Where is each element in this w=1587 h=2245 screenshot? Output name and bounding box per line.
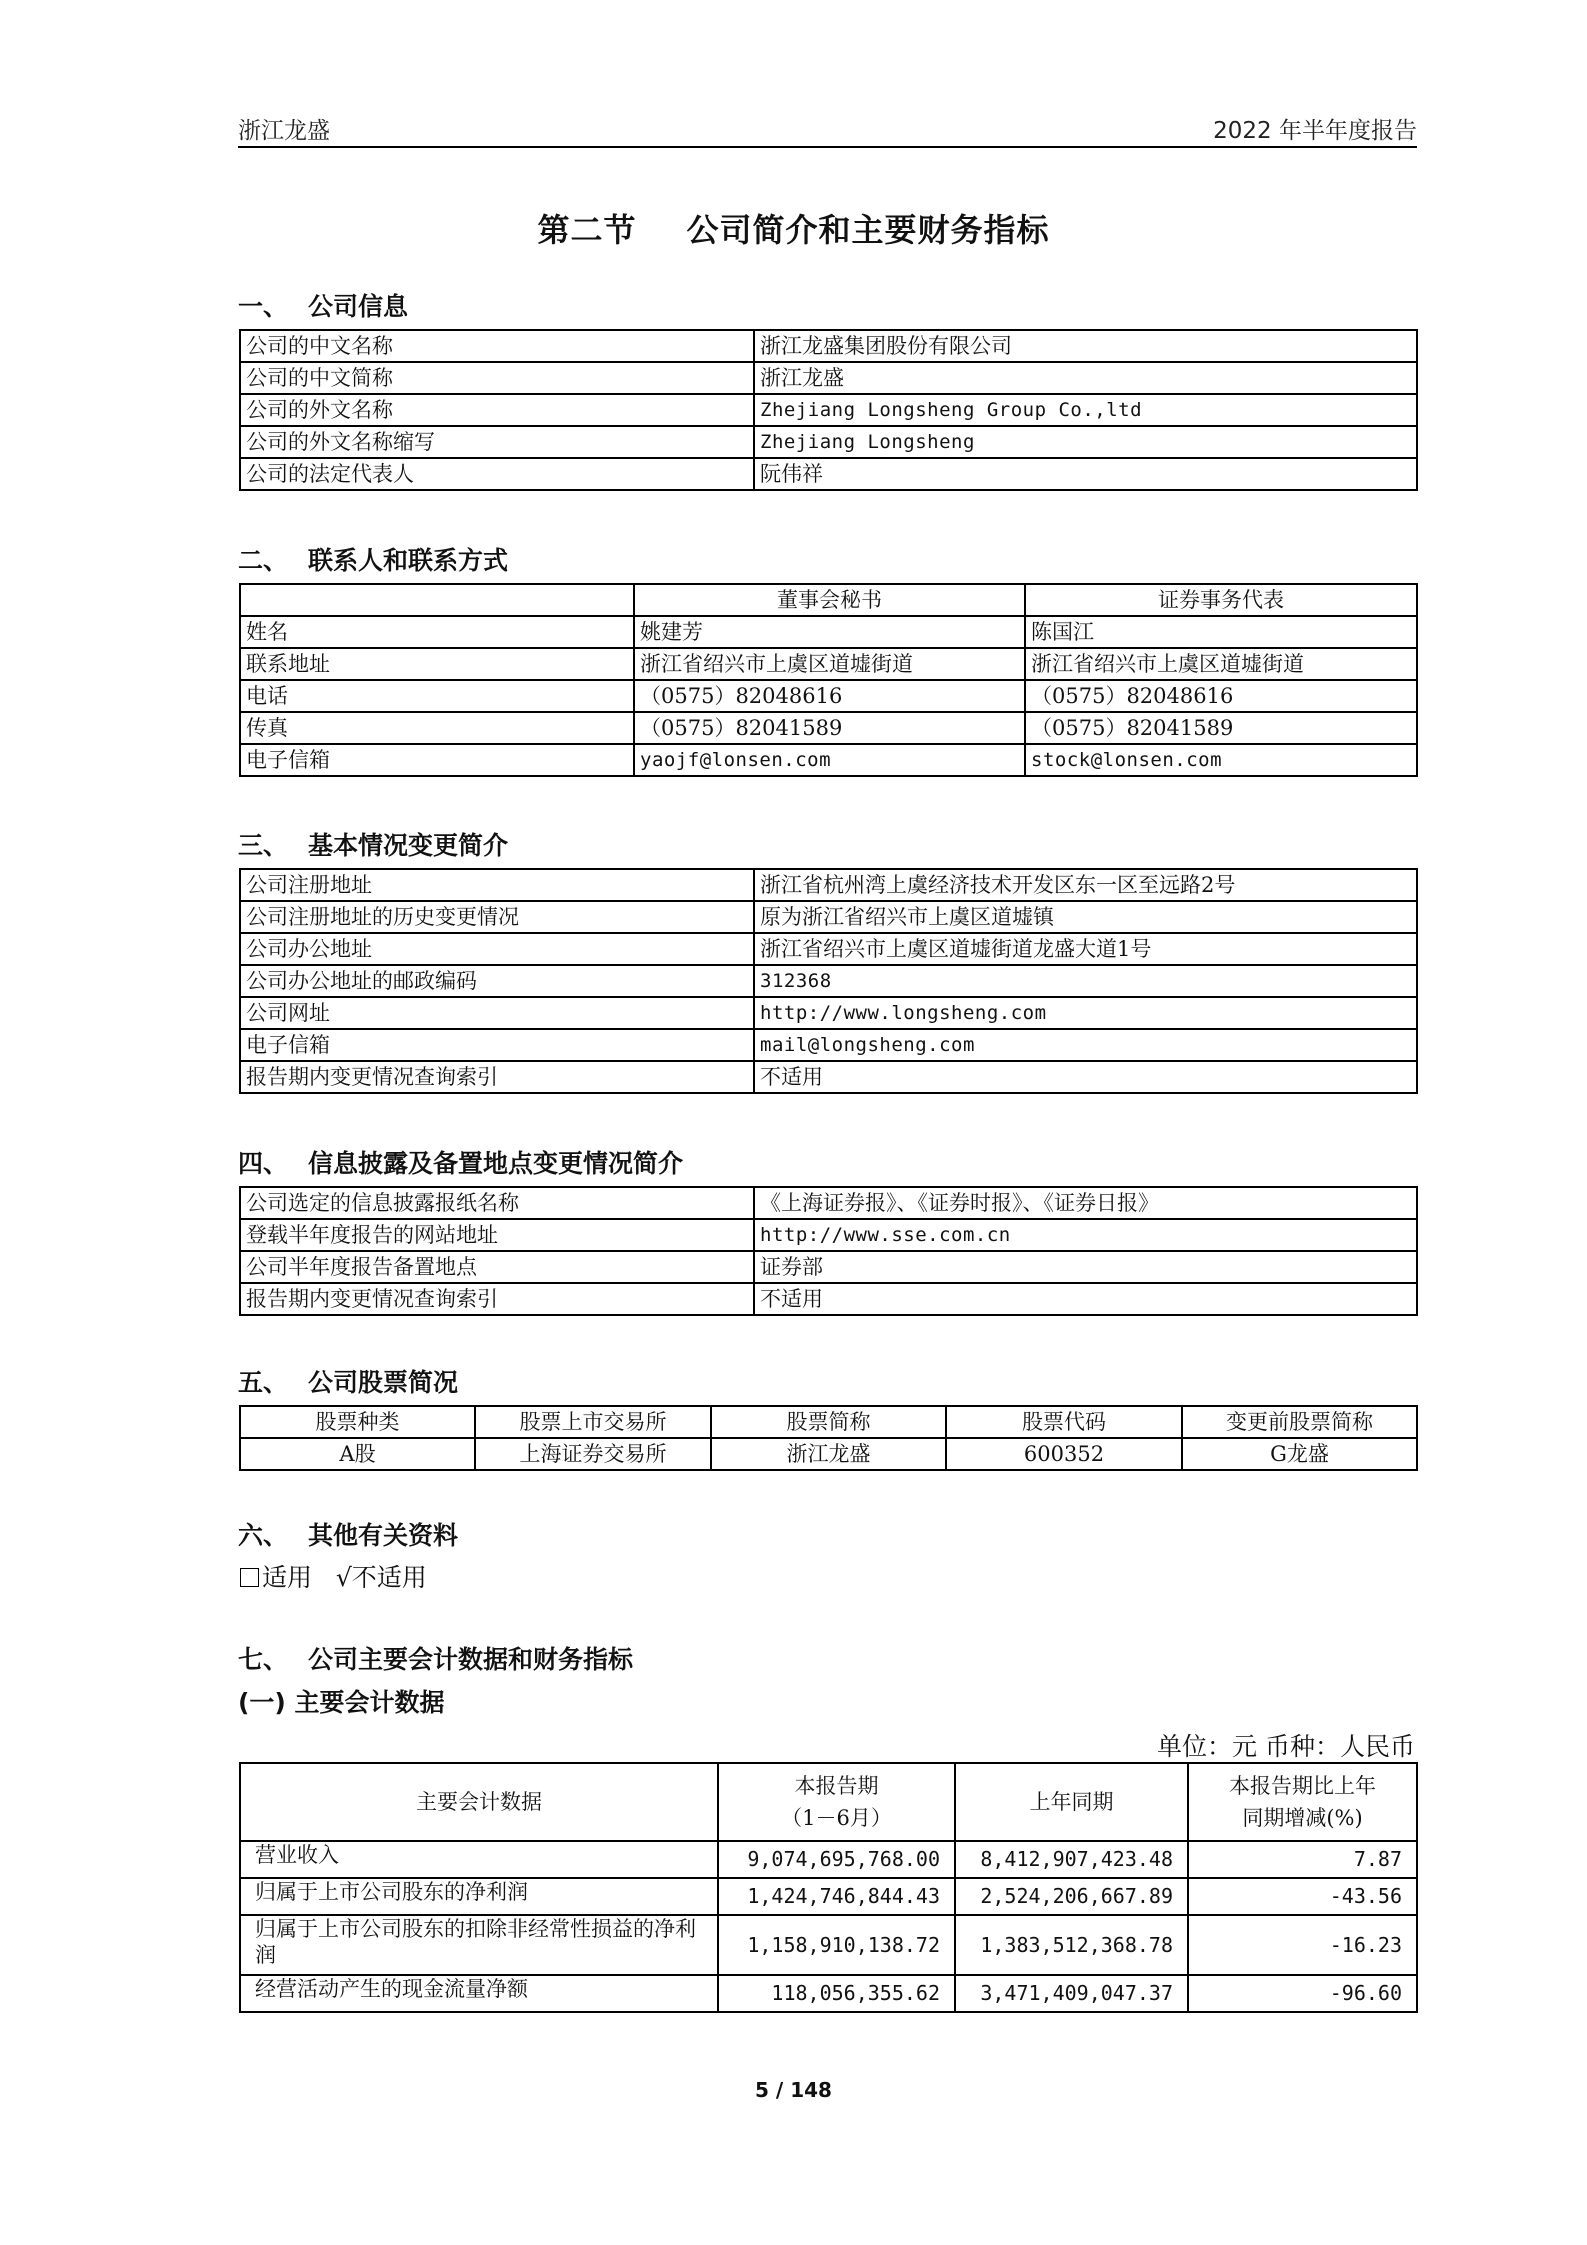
row-label: 公司的中文简称 [240,362,754,394]
section-heading-4: 四、 信息披露及备置地点变更情况简介 [238,1149,684,1178]
row-value: 2,524,206,667.89 [955,1878,1188,1915]
row-label: 传真 [240,712,634,744]
column-header [240,584,634,616]
table-row [240,1219,1417,1251]
table-row [240,869,1417,901]
row-label: 报告期内变更情况查询索引 [240,1283,754,1315]
row-value: G龙盛 [1182,1438,1417,1470]
checkbox-applicable [240,1568,259,1587]
table-row [240,458,1417,490]
table-row [240,744,1417,776]
contacts-table [239,583,1418,777]
table-row [240,426,1417,458]
column-header: 本报告期 （1－6月） [718,1763,955,1841]
financials-table [239,1762,1418,2013]
row-label: 公司的中文名称 [240,330,754,362]
row-label: 归属于上市公司股东的扣除非经常性损益的净利润 [240,1915,718,1975]
row-value: 姚建芳 [634,616,1025,648]
header-company: 浙江龙盛 [238,118,330,144]
row-label: 公司的外文名称缩写 [240,426,754,458]
column-header: 本报告期比上年 同期增减(%) [1188,1763,1417,1841]
basic-changes-table [239,868,1418,1094]
section-heading-6: 六、 其他有关资料 [238,1521,459,1550]
table-row [240,1283,1417,1315]
row-value: stock@lonsen.com [1025,744,1417,776]
row-value: 原为浙江省绍兴市上虞区道墟镇 [754,901,1417,933]
applicability-options: 适用 √不适用 [240,1558,427,1594]
check-mark: √ [335,1563,352,1592]
section-heading-7: 七、 公司主要会计数据和财务指标 [238,1645,634,1674]
row-value: 浙江省杭州湾上虞经济技术开发区东一区至远路2号 [754,869,1417,901]
page-number: 5 / 148 [755,2078,832,2102]
row-value: Zhejiang Longsheng [754,426,1417,458]
row-label: 登载半年度报告的网站地址 [240,1219,754,1251]
row-value: http://www.sse.com.cn [754,1219,1417,1251]
table-row [240,1438,1417,1470]
row-value: （0575）82041589 [634,712,1025,744]
row-label: 电子信箱 [240,1029,754,1061]
section-heading-3: 三、 基本情况变更简介 [238,831,509,860]
row-value: 不适用 [754,1061,1417,1093]
row-label: 公司注册地址的历史变更情况 [240,901,754,933]
row-value: 浙江龙盛集团股份有限公司 [754,330,1417,362]
disclosure-table [239,1186,1418,1316]
table-row [240,1915,1417,1975]
table-row [240,1251,1417,1283]
row-label: 公司网址 [240,997,754,1029]
table-row [240,648,1417,680]
row-value: -96.60 [1188,1975,1417,2012]
row-value: 浙江龙盛 [711,1438,946,1470]
row-value: 浙江省绍兴市上虞区道墟街道 [1025,648,1417,680]
row-value: （0575）82041589 [1025,712,1417,744]
column-header: 股票代码 [946,1406,1182,1438]
row-label: 公司注册地址 [240,869,754,901]
table-row [240,330,1417,362]
row-label: 公司半年度报告备置地点 [240,1251,754,1283]
row-value: 312368 [754,965,1417,997]
section-heading-5: 五、 公司股票简况 [238,1368,459,1397]
stock-table [239,1405,1418,1471]
row-label: 归属于上市公司股东的净利润 [240,1878,718,1915]
table-row [240,1187,1417,1219]
column-header: 董事会秘书 [634,584,1025,616]
row-value: Zhejiang Longsheng Group Co.,ltd [754,394,1417,426]
row-value: A股 [240,1438,475,1470]
table-row [240,680,1417,712]
subsection-heading: (一) 主要会计数据 [238,1688,445,1717]
header-row [240,1406,1417,1438]
company-info-table [239,329,1418,491]
row-value: http://www.longsheng.com [754,997,1417,1029]
row-value: 上海证券交易所 [475,1438,711,1470]
row-value: 不适用 [754,1283,1417,1315]
row-value: 3,471,409,047.37 [955,1975,1188,2012]
row-value: 8,412,907,423.48 [955,1841,1188,1878]
column-header: 上年同期 [955,1763,1188,1841]
row-label: 公司的法定代表人 [240,458,754,490]
row-label: 电子信箱 [240,744,634,776]
row-value: 阮伟祥 [754,458,1417,490]
row-label: 公司办公地址的邮政编码 [240,965,754,997]
column-header: 主要会计数据 [240,1763,718,1841]
table-row [240,1841,1417,1878]
column-header: 股票上市交易所 [475,1406,711,1438]
row-value: 1,424,746,844.43 [718,1878,955,1915]
unit-line: 单位：元 币种：人民币 [1157,1732,1415,1761]
row-value: 9,074,695,768.00 [718,1841,955,1878]
row-label: 经营活动产生的现金流量净额 [240,1975,718,2012]
section-heading-1: 一、 公司信息 [238,292,409,321]
header-row [240,584,1417,616]
table-row [240,1061,1417,1093]
column-header: 变更前股票简称 [1182,1406,1417,1438]
row-value: （0575）82048616 [1025,680,1417,712]
row-value: 浙江龙盛 [754,362,1417,394]
section-heading-2: 二、 联系人和联系方式 [238,546,509,575]
table-row [240,362,1417,394]
row-value: 浙江省绍兴市上虞区道墟街道龙盛大道1号 [754,933,1417,965]
row-label: 公司的外文名称 [240,394,754,426]
row-label: 姓名 [240,616,634,648]
page-title [0,205,1587,251]
header-report-title: 2022 年半年度报告 [1213,118,1417,144]
row-label: 报告期内变更情况查询索引 [240,1061,754,1093]
row-label: 营业收入 [240,1841,718,1878]
table-row [240,933,1417,965]
row-value: -16.23 [1188,1915,1417,1975]
section-name: 公司简介和主要财务指标 [686,211,1050,249]
section-label: 第二节 [537,211,637,249]
table-row [240,1975,1417,2012]
row-value: 1,158,910,138.72 [718,1915,955,1975]
row-value: yaojf@lonsen.com [634,744,1025,776]
row-value: 1,383,512,368.78 [955,1915,1188,1975]
row-label: 公司办公地址 [240,933,754,965]
row-value: 600352 [946,1438,1182,1470]
row-value: -43.56 [1188,1878,1417,1915]
row-value: 陈国江 [1025,616,1417,648]
header-row [240,1763,1417,1841]
row-label: 联系地址 [240,648,634,680]
table-row [240,965,1417,997]
column-header: 证券事务代表 [1025,584,1417,616]
table-row [240,712,1417,744]
table-row [240,1029,1417,1061]
table-row [240,1878,1417,1915]
row-label: 电话 [240,680,634,712]
column-header: 股票简称 [711,1406,946,1438]
row-value: mail@longsheng.com [754,1029,1417,1061]
row-value: 浙江省绍兴市上虞区道墟街道 [634,648,1025,680]
row-value: 证券部 [754,1251,1417,1283]
row-label: 公司选定的信息披露报纸名称 [240,1187,754,1219]
row-value: 118,056,355.62 [718,1975,955,2012]
table-row [240,616,1417,648]
table-row [240,997,1417,1029]
header-rule [238,146,1417,148]
table-row [240,394,1417,426]
row-value: （0575）82048616 [634,680,1025,712]
row-value: 《上海证券报》、《证券时报》、《证券日报》 [754,1187,1417,1219]
column-header: 股票种类 [240,1406,475,1438]
row-value: 7.87 [1188,1841,1417,1878]
table-row [240,901,1417,933]
